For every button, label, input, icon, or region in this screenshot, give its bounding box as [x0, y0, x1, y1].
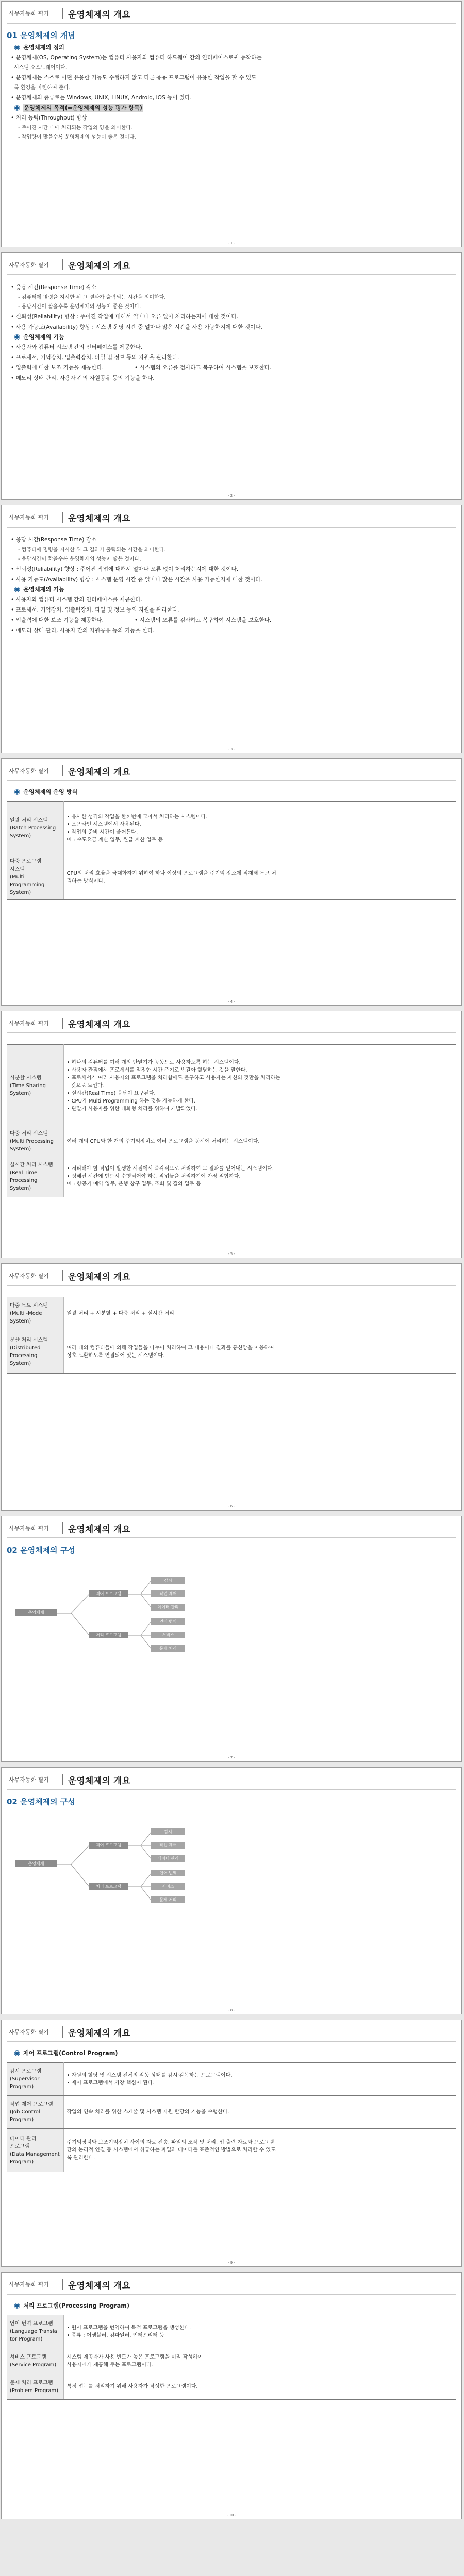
- diagram-root-node: 운영체제: [15, 1860, 57, 1867]
- header-divider: [62, 512, 63, 523]
- slide-body: [7, 1792, 456, 1943]
- text-line: • 응답 시간(Response Time) 감소: [11, 537, 97, 543]
- slide-title: 운영체제의 개요: [68, 767, 130, 777]
- diagram-connectors: [7, 1558, 457, 1692]
- book-title: 사무자동화 필기: [9, 1020, 49, 1027]
- book-title: 사무자동화 필기: [9, 1273, 49, 1279]
- header-divider: [62, 2279, 63, 2290]
- header-rule: [7, 2294, 456, 2295]
- bullet-heading: ◉ 처리 프로그램(Processing Program): [14, 2301, 129, 2310]
- book-title: 사무자동화 필기: [9, 1525, 49, 1532]
- slide-title: 운영체제의 개요: [68, 1775, 130, 1786]
- text-line: • 사용자와 컴퓨터 시스템 간의 인터페이스를 제공한다.: [11, 597, 142, 603]
- slide-6: [1, 1263, 462, 1511]
- row-content: 작업의 연속 처리를 위한 스케줄 및 시스템 자원 할당의 기능을 수행한다.: [63, 2096, 456, 2129]
- row-content: • 처리해야 할 작업이 발생한 시점에서 즉각적으로 처리하여 그 결과를 얻어내는 시스템이다. • 정해진 시간에 반드시 수행되어야 하는 작업들을 처리하기에 가장 적합하다. 예 : 항공기 예약 업무, 은행 창구 업무, 조회 및 질의 업무 등: [63, 1156, 456, 1197]
- table-row: [7, 2348, 456, 2374]
- diagram-leaf-node: 감시: [151, 1828, 185, 1835]
- row-label: 다중 처리 시스템 (Multi Processing System): [7, 1127, 63, 1156]
- diagram-root-node: 운영체제: [15, 1609, 57, 1616]
- header-rule: [7, 527, 456, 528]
- slide-header: [9, 1520, 130, 1536]
- book-title: 사무자동화 필기: [9, 514, 49, 521]
- diagram-leaf-node: 작업 제어: [151, 1842, 185, 1849]
- diagram-leaf-node: 언어 번역: [151, 1618, 185, 1625]
- row-label: 문제 처리 프로그램 (Problem Program): [7, 2374, 63, 2400]
- header-divider: [62, 765, 63, 776]
- table-row: [7, 2129, 456, 2172]
- diagram-leaf-node: 감시: [151, 1577, 185, 1584]
- row-content: 시스템 제공자가 사용 빈도가 높은 프로그램을 미리 작성하여 사용자에게 제공해 주는 프로그램이다.: [63, 2348, 456, 2374]
- page-number: - 5 -: [228, 1252, 235, 1256]
- header-divider: [62, 259, 63, 270]
- row-label: 작업 제어 프로그램 (Job Control Program): [7, 2096, 63, 2129]
- diagram-leaf-node: 작업 제어: [151, 1590, 185, 1597]
- slide-5: [1, 1011, 462, 1258]
- circle-bullet-icon: ◉: [14, 333, 21, 341]
- info-table: [7, 2062, 456, 2172]
- slide-9: [1, 2020, 462, 2267]
- text-line: • 사용 가능도(Availability) 향상 : 시스템 운영 시간 중 얼마나 많은 시간을 사용 가능한지에 대한 것이다.: [11, 577, 262, 583]
- bullet-heading: ◉ 운영체제의 기능: [14, 585, 64, 594]
- text-line: 록 환경을 마련하여 준다.: [14, 85, 71, 91]
- text-line: - 컴퓨터에 명령을 지시한 뒤 그 결과가 출력되는 시간을 의미한다.: [18, 295, 166, 300]
- slide-body: [7, 787, 456, 900]
- circle-bullet-icon: ◉: [14, 2301, 21, 2310]
- row-content: 여러 대의 컴퓨터들에 의해 작업들을 나누어 처리하여 그 내용이나 결과를 통신망을 이용하여 상호 교환하도록 연결되어 있는 시스템이다.: [63, 1330, 456, 1374]
- diagram-node-processing: 처리 프로그램: [89, 1632, 128, 1638]
- header-divider: [62, 2026, 63, 2038]
- text-line: • 프로세서, 기억장치, 입출력장치, 파일 및 정보 등의 자원을 관리한다.: [11, 354, 179, 361]
- info-table: [7, 1297, 456, 1374]
- text-line: - 응답시간이 짧을수록 운영체제의 성능이 좋은 것이다.: [18, 304, 141, 310]
- slide-body: [7, 1541, 456, 1692]
- slide-header: [9, 1015, 130, 1031]
- table-row: [7, 2374, 456, 2400]
- header-divider: [62, 1522, 63, 1534]
- table-row: [7, 2096, 456, 2129]
- diagram-node-control: 제어 프로그램: [89, 1590, 128, 1597]
- page-number: - 2 -: [228, 494, 235, 498]
- slide-8: [1, 1767, 462, 2014]
- book-title: 사무자동화 필기: [9, 262, 49, 268]
- row-content: 주기억장치와 보조기억장치 사이의 자료 전송, 파일의 조작 및 처리, 입·출력 자료와 프로그램 간의 논리적 연결 등 시스템에서 취급하는 파일과 데이터를 표준적인 방법으로 처리할 수 있도 록 관리한다.: [63, 2129, 456, 2172]
- row-label: 다중 모드 시스템 (Multi -Mode System): [7, 1297, 63, 1330]
- circle-bullet-icon: ◉: [14, 2049, 21, 2057]
- section-heading: 01 운영체제의 개념: [7, 31, 75, 40]
- diagram-node-control: 제어 프로그램: [89, 1842, 128, 1849]
- slide-title: 운영체제의 개요: [68, 261, 130, 272]
- table-row: [7, 2063, 456, 2096]
- text-line: • 사용자와 컴퓨터 시스템 간의 인터페이스를 제공한다.: [11, 344, 142, 350]
- book-title: 사무자동화 필기: [9, 768, 49, 774]
- os-structure-diagram: [7, 1558, 456, 1692]
- row-content: • 하나의 컴퓨터를 여러 개의 단말기가 공동으로 사용하도록 하는 시스템이다. • 사용자 관점에서 프로세서를 일정한 시간 주기로 번갈아 할당하는 것을 말한다. • 프로세서가 여러 사용자의 프로그램을 처리함에도 불구하고 사용자는 자신의 것만을 처리하는 것으로 느낀다. • 실시간(Real Time) 응답이 요구된다. • CPU가 Multi Programming 하는 것을 가능하게 한다. • 단말기 사용자를 위한 대화형 처리를 위하여 개발되었다.: [63, 1045, 456, 1127]
- page-number: - 8 -: [228, 2008, 235, 2012]
- row-label: 데이터 관리 프로그램 (Data Management Program): [7, 2129, 63, 2172]
- slide-header: [9, 510, 130, 525]
- text-line: • 입출력에 대한 보조 기능을 제공한다. • 시스템의 오류를 검사하고 복구하여 시스템을 보호한다.: [11, 365, 272, 371]
- slide-title: 운영체제의 개요: [68, 1019, 130, 1030]
- info-table: [7, 1044, 456, 1197]
- diagram-leaf-node: 언어 번역: [151, 1870, 185, 1876]
- header-divider: [62, 8, 63, 19]
- header-rule: [7, 1537, 456, 1538]
- slide-2: [1, 252, 462, 500]
- slide-1: [1, 1, 462, 247]
- header-divider: [62, 1270, 63, 1281]
- row-label: 일괄 처리 시스템 (Batch Processing System): [7, 802, 63, 855]
- text-line: • 신뢰성(Reliability) 향상 : 주어진 작업에 대해서 얼마나 오류 없이 처리하는지에 대한 것이다.: [11, 566, 239, 572]
- table-row: [7, 855, 456, 900]
- page-number: - 6 -: [228, 1504, 235, 1509]
- text-line: • 운영체제(OS, Operating System)는 컴퓨터 사용자와 컴퓨터 하드웨어 간의 인터페이스로써 동작하는: [11, 55, 262, 61]
- row-content: • 유사한 성격의 작업을 한꺼번에 모아서 처리하는 시스템이다. • 오프라인 시스템에서 사용된다. • 작업의 준비 시간이 줄어든다. 예 : 수도요금 계산 업무, 월급 계산 업무 등: [63, 802, 456, 855]
- circle-bullet-icon: ◉: [14, 43, 21, 52]
- text-line: • 메모리 상태 관리, 사용자 간의 자원공유 등의 기능을 한다.: [11, 375, 155, 381]
- slide-10: [1, 2272, 462, 2519]
- bullet-heading: ◉ 운영체제의 기능: [14, 333, 64, 341]
- bullet-heading: ◉ 운영체제의 정의: [14, 43, 64, 52]
- page-number: - 4 -: [228, 999, 235, 1004]
- page-number: - 7 -: [228, 1756, 235, 1760]
- header-rule: [7, 23, 456, 24]
- info-table: [7, 2315, 456, 2400]
- text-line: • 프로세서, 기억장치, 입출력장치, 파일 및 정보 등의 자원을 관리한다.: [11, 607, 179, 613]
- diagram-node-processing: 처리 프로그램: [89, 1883, 128, 1890]
- row-label: 실시간 처리 시스템 (Real Time Processing System): [7, 1156, 63, 1197]
- section-heading: 02 운영체제의 구성: [7, 1546, 75, 1555]
- slide-body: [7, 26, 456, 142]
- row-content: • 원시 프로그램을 번역하여 목적 프로그램을 생성한다. • 종류 : 어셈블러, 컴파일러, 인터프리터 등: [63, 2315, 456, 2348]
- slide-body: [7, 2300, 456, 2400]
- diagram-leaf-node: 데이터 관리: [151, 1604, 185, 1611]
- slide-title: 운영체제의 개요: [68, 1272, 130, 1282]
- book-title: 사무자동화 필기: [9, 2281, 49, 2288]
- bullet-heading: ◉ 제어 프로그램(Control Program): [14, 2049, 118, 2057]
- text-line: • 메모리 상태 관리, 사용자 간의 자원공유 등의 기능을 한다.: [11, 628, 155, 634]
- header-rule: [7, 1285, 456, 1286]
- slide-header: [9, 6, 130, 21]
- slide-body: [7, 534, 456, 636]
- header-rule: [7, 1032, 456, 1033]
- row-label: 서비스 프로그램 (Service Program): [7, 2348, 63, 2374]
- row-label: 언어 번역 프로그램 (Language Transla tor Program): [7, 2315, 63, 2348]
- slide-title: 운영체제의 개요: [68, 9, 130, 20]
- diagram-connectors: [7, 1809, 457, 1943]
- diagram-leaf-node: 데이터 관리: [151, 1855, 185, 1862]
- book-title: 사무자동화 필기: [9, 2029, 49, 2036]
- circle-bullet-icon: ◉: [14, 585, 21, 594]
- page-number: - 3 -: [228, 747, 235, 751]
- diagram-leaf-node: 문제 처리: [151, 1645, 185, 1652]
- diagram-leaf-node: 서비스: [151, 1883, 185, 1890]
- bullet-heading: ◉ 운영체제의 목적(=운영체제의 성능 평가 항목): [14, 104, 142, 112]
- slide-4: [1, 758, 462, 1006]
- table-row: [7, 1045, 456, 1127]
- row-label: 다중 프로그램 시스템 (Multi Programming System): [7, 855, 63, 900]
- slide-header: [9, 1268, 130, 1283]
- text-line: • 처리 능력(Throughput) 향상: [11, 115, 87, 121]
- slide-3: [1, 505, 462, 753]
- table-row: [7, 802, 456, 855]
- os-structure-diagram: [7, 1809, 456, 1943]
- page-number: - 10 -: [226, 2513, 237, 2517]
- text-line: • 응답 시간(Response Time) 감소: [11, 284, 97, 291]
- table-row: [7, 1297, 456, 1330]
- diagram-leaf-node: 문제 처리: [151, 1896, 185, 1903]
- slide-header: [9, 2024, 130, 2040]
- text-line: • 신뢰성(Reliability) 향상 : 주어진 작업에 대해서 얼마나 오류 없이 처리하는지에 대한 것이다.: [11, 314, 239, 320]
- table-row: [7, 1127, 456, 1156]
- row-label: 분산 처리 시스템 (Distributed Processing System): [7, 1330, 63, 1374]
- header-rule: [7, 1789, 456, 1790]
- slide-header: [9, 763, 130, 778]
- text-line: - 작업량이 많을수록 운영체제의 성능이 좋은 것이다.: [18, 134, 136, 140]
- row-content: 여러 개의 CPU와 한 개의 주기억장치로 여러 프로그램을 동시에 처리하는 시스템이다.: [63, 1127, 456, 1156]
- slide-title: 운영체제의 개요: [68, 2280, 130, 2291]
- slide-title: 운영체제의 개요: [68, 1524, 130, 1535]
- row-content: • 자원의 할당 및 시스템 전체의 작동 상태를 감시·감독하는 프로그램이다. • 제어 프로그램에서 가장 핵심이 된다.: [63, 2063, 456, 2096]
- section-heading: 02 운영체제의 구성: [7, 1797, 75, 1806]
- text-line: • 운영체제의 종류로는 Windows, UNIX, LINUX, Android, iOS 등이 있다.: [11, 95, 192, 101]
- circle-bullet-icon: ◉: [14, 104, 21, 112]
- text-line: 시스템 소프트웨어이다.: [14, 65, 67, 71]
- table-row: [7, 1330, 456, 1374]
- header-rule: [7, 780, 456, 781]
- slide-body: [7, 1297, 456, 1374]
- page-number: - 9 -: [228, 2261, 235, 2265]
- text-line: - 컴퓨터에 명령을 지시한 뒤 그 결과가 출력되는 시간을 의미한다.: [18, 547, 166, 553]
- row-label: 시분할 시스템 (Time Sharing System): [7, 1045, 63, 1127]
- page-number: - 1 -: [228, 241, 235, 245]
- text-line: • 입출력에 대한 보조 기능을 제공한다. • 시스템의 오류를 검사하고 복구하여 시스템을 보호한다.: [11, 617, 272, 623]
- header-divider: [62, 1774, 63, 1785]
- header-rule: [7, 274, 456, 275]
- header-divider: [62, 1018, 63, 1029]
- info-table: [7, 801, 456, 900]
- slide-header: [9, 257, 130, 273]
- slide-title: 운영체제의 개요: [68, 513, 130, 524]
- bullet-heading: ◉ 운영체제의 운영 방식: [14, 788, 78, 796]
- table-row: [7, 2315, 456, 2348]
- text-line: • 운영체제는 스스로 어떤 유용한 기능도 수행하지 않고 다른 응용 프로그램이 유용한 작업을 할 수 있도: [11, 75, 257, 81]
- text-line: - 주어진 시간 내에 처리되는 작업의 양을 의미한다.: [18, 125, 133, 131]
- slide-body: [7, 1044, 456, 1197]
- row-content: CPU의 처리 효율을 극대화하기 위하여 하나 이상의 프로그램을 주기억 장소에 적재해 두고 처 리하는 방식이다.: [63, 855, 456, 900]
- row-content: 일괄 처리 + 시분할 + 다중 처리 + 실시간 처리: [63, 1297, 456, 1330]
- slide-body: [7, 2048, 456, 2172]
- slide-7: [1, 1516, 462, 1762]
- row-label: 감시 프로그램 (Supervisor Program): [7, 2063, 63, 2096]
- text-line: • 사용 가능도(Availability) 향상 : 시스템 운영 시간 중 얼마나 많은 시간을 사용 가능한지에 대한 것이다.: [11, 324, 262, 330]
- row-content: 특정 업무를 처리하기 위해 사용자가 작성한 프로그램이다.: [63, 2374, 456, 2400]
- slide-header: [9, 1772, 130, 1787]
- slide-body: [7, 282, 456, 384]
- diagram-leaf-node: 서비스: [151, 1632, 185, 1638]
- header-rule: [7, 2041, 456, 2042]
- book-title: 사무자동화 필기: [9, 10, 49, 17]
- slide-header: [9, 2277, 130, 2292]
- table-row: [7, 1156, 456, 1197]
- circle-bullet-icon: ◉: [14, 788, 21, 796]
- slide-title: 운영체제의 개요: [68, 2028, 130, 2039]
- text-line: - 응답시간이 짧을수록 운영체제의 성능이 좋은 것이다.: [18, 556, 141, 562]
- book-title: 사무자동화 필기: [9, 1776, 49, 1783]
